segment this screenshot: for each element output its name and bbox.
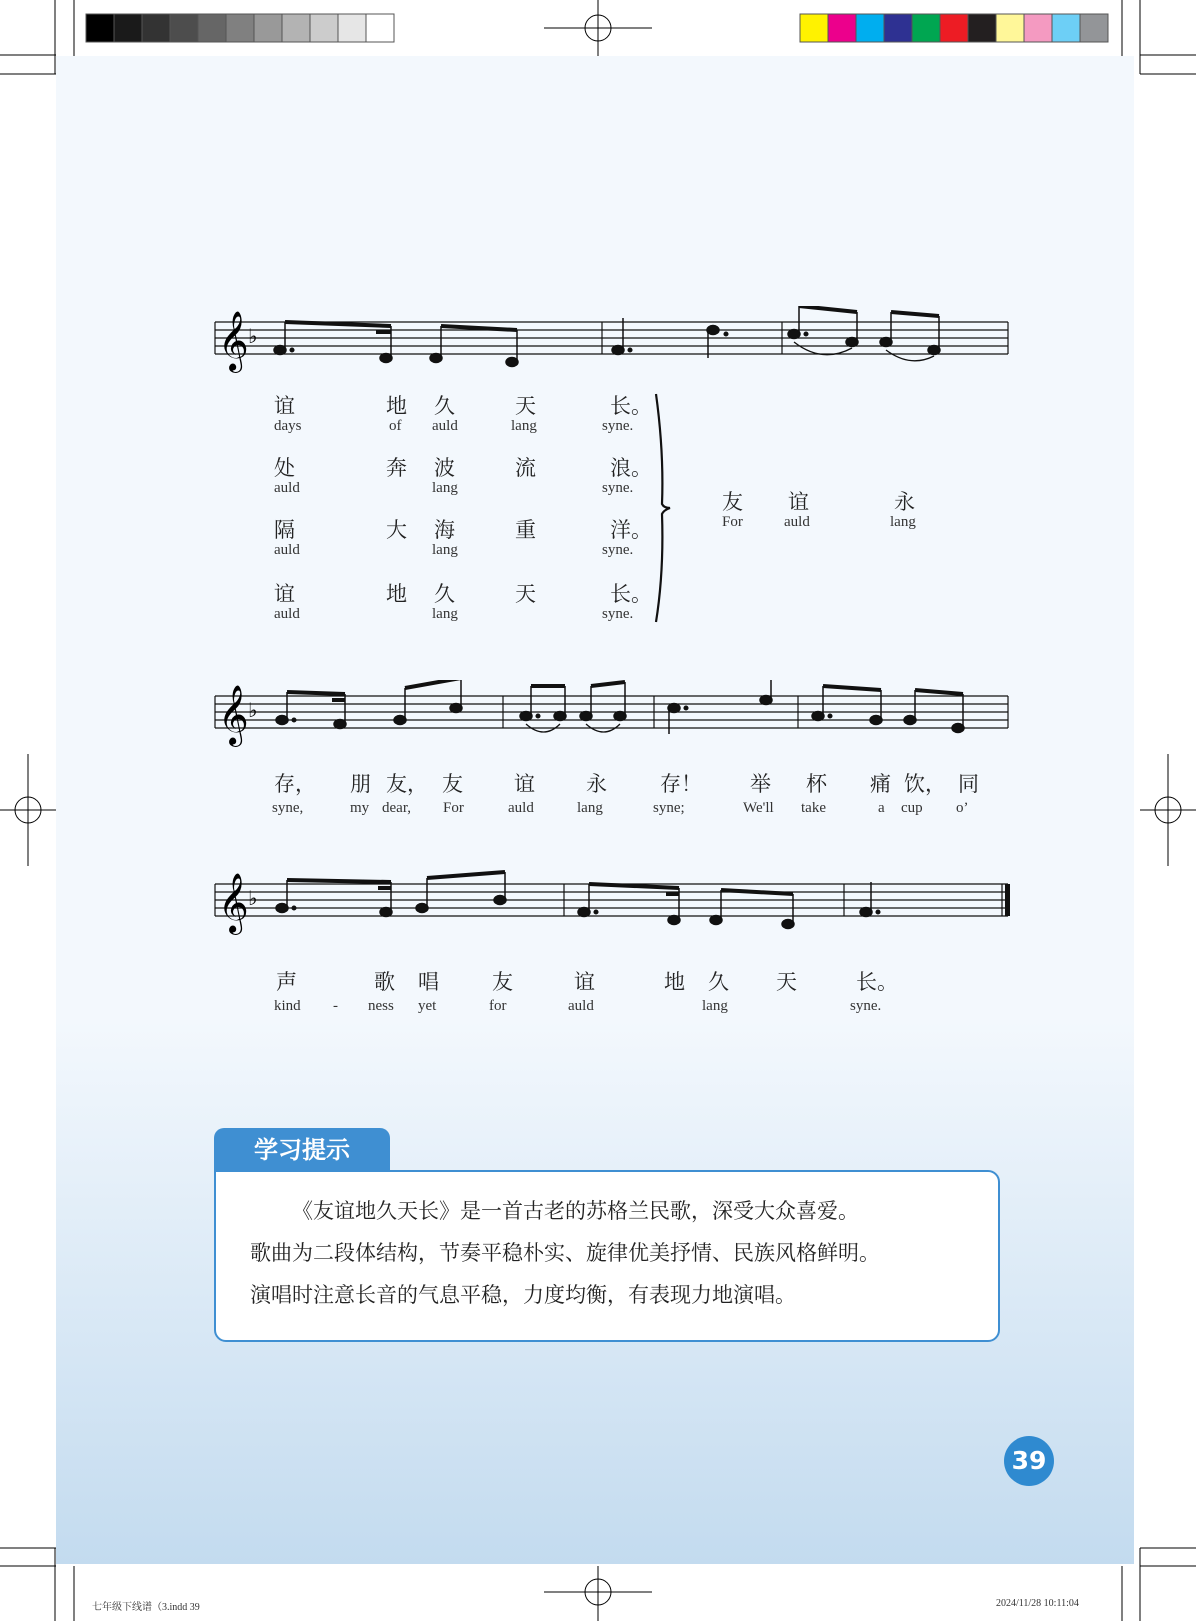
lyric-cn: 友 (442, 772, 463, 796)
color-swatch (940, 14, 968, 42)
lyric-en: lang (432, 480, 458, 496)
flat-key-signature: ♭ (248, 886, 258, 910)
color-swatch (1052, 14, 1080, 42)
lyric-en: auld (508, 800, 534, 816)
lyric-cn: 长。 (856, 970, 898, 994)
color-swatch (142, 14, 170, 42)
color-swatch (338, 14, 366, 42)
lyric-en: ness (368, 998, 394, 1014)
lyric-cn: 隔 (274, 518, 295, 542)
lyric-cn: 同 (958, 772, 979, 796)
lyric-en: syne. (602, 418, 634, 434)
treble-clef: 𝄞 (218, 685, 249, 745)
color-swatch (310, 14, 338, 42)
lyric-cn: 谊 (274, 582, 295, 606)
color-swatch (254, 14, 282, 42)
lyric-en: of (389, 418, 402, 434)
lyric-en: lang (511, 418, 537, 434)
staff-system-3 (210, 868, 1010, 948)
lyric-en: dear, (382, 800, 411, 816)
lyric-cn: 声 (276, 970, 297, 994)
color-swatch (828, 14, 856, 42)
lyric-en: lang (432, 606, 458, 622)
lyric-cn: 天 (515, 394, 536, 418)
color-swatch (114, 14, 142, 42)
lyric-en: syne. (850, 998, 882, 1014)
lyric-en: take (801, 800, 826, 816)
lyric-cn: 永 (586, 772, 607, 796)
page-number: 39 (1004, 1436, 1054, 1486)
lyric-cn: 长。 (610, 394, 652, 418)
lyric-en: yet (418, 998, 437, 1014)
lyric-en: auld (784, 514, 810, 530)
lyric-cn: 谊 (788, 490, 809, 514)
tips-line-2: 歌曲为二段体结构，节奏平稳朴实、旋律优美抒情、民族风格鲜明。 (250, 1241, 880, 1265)
color-swatch (996, 14, 1024, 42)
lyric-en: syne, (272, 800, 304, 816)
staff-system-1 (210, 306, 1010, 386)
tips-line-3: 演唱时注意长音的气息平稳，力度均衡，有表现力地演唱。 (250, 1283, 796, 1307)
lyric-cn: 友 (492, 970, 513, 994)
lyric-cn: 地 (386, 394, 407, 418)
lyric-en: syne; (653, 800, 685, 816)
treble-clef: 𝄞 (218, 311, 249, 371)
verse-brace (652, 392, 674, 624)
lyric-en: lang (702, 998, 728, 1014)
lyric-cn: 永 (894, 490, 915, 514)
lyric-en: auld (274, 480, 300, 496)
lyric-en: o’ (956, 800, 969, 816)
lyric-cn: 歌 (374, 970, 395, 994)
staff-system-2 (210, 680, 1010, 760)
lyric-cn: 海 (434, 518, 455, 542)
tips-box (214, 1170, 1000, 1342)
lyric-en: auld (274, 542, 300, 558)
lyric-en: For (722, 514, 743, 530)
lyric-cn: 杯 (806, 772, 827, 796)
color-swatch (856, 14, 884, 42)
lyric-en: lang (577, 800, 603, 816)
lyric-en: kind (274, 998, 301, 1014)
lyric-cn: 地 (664, 970, 685, 994)
flat-key-signature: ♭ (248, 698, 258, 722)
lyric-cn: 流 (515, 456, 536, 480)
color-swatch (884, 14, 912, 42)
lyric-en: cup (901, 800, 923, 816)
lyric-cn: 唱 (418, 970, 439, 994)
lyric-cn: 朋 (350, 772, 371, 796)
color-swatch (800, 14, 828, 42)
color-swatch (968, 14, 996, 42)
lyric-cn: 地 (386, 582, 407, 606)
lyric-en: syne. (602, 542, 634, 558)
lyric-cn: 久 (708, 970, 729, 994)
lyric-en: auld (274, 606, 300, 622)
lyric-en: lang (432, 542, 458, 558)
lyric-cn: 波 (434, 456, 455, 480)
lyric-cn: 存！ (660, 772, 702, 796)
lyric-cn: 谊 (514, 772, 535, 796)
lyric-cn: 洋。 (610, 518, 652, 542)
lyric-cn: 久 (434, 582, 455, 606)
footer-file-name: 七年级下线谱（3.indd 39 (92, 1602, 200, 1613)
treble-clef: 𝄞 (218, 873, 249, 933)
lyric-cn: 大 (386, 518, 407, 542)
lyric-en: syne. (602, 606, 634, 622)
lyric-en: for (489, 998, 507, 1014)
lyric-cn: 举 (750, 772, 771, 796)
lyric-cn: 久 (434, 394, 455, 418)
color-swatch (366, 14, 394, 42)
lyric-en: auld (568, 998, 594, 1014)
color-swatch (912, 14, 940, 42)
lyric-cn: 长。 (610, 582, 652, 606)
color-swatch (282, 14, 310, 42)
flat-key-signature: ♭ (248, 324, 258, 348)
lyric-cn: 饮， (904, 772, 946, 796)
notes-system-2 (276, 680, 964, 734)
footer-timestamp: 2024/11/28 10:11:04 (996, 1598, 1079, 1609)
color-swatch (170, 14, 198, 42)
lyric-cn: 存， (274, 772, 316, 796)
lyric-en: auld (432, 418, 458, 434)
lyric-cn: 天 (776, 970, 797, 994)
notes-system-1 (274, 306, 940, 367)
lyric-en: syne. (602, 480, 634, 496)
lyric-cn: 友， (386, 772, 428, 796)
lyric-en: For (443, 800, 464, 816)
lyric-cn: 天 (515, 582, 536, 606)
lyric-cn: 谊 (574, 970, 595, 994)
lyric-cn: 奔 (386, 456, 407, 480)
tips-line-1: 《友谊地久天长》是一首古老的苏格兰民歌，深受大众喜爱。 (292, 1199, 859, 1223)
tips-title: 学习提示 (214, 1128, 390, 1172)
lyric-cn: 重 (515, 518, 536, 542)
color-swatch (198, 14, 226, 42)
lyric-en: We'll (743, 800, 774, 816)
lyric-en: lang (890, 514, 916, 530)
lyric-cn: 谊 (274, 394, 295, 418)
color-swatch (1080, 14, 1108, 42)
lyric-en: a (878, 800, 885, 816)
lyric-en: - (333, 998, 338, 1014)
lyric-cn: 处 (274, 456, 295, 480)
lyric-en: days (274, 418, 302, 434)
lyric-cn: 友 (722, 490, 743, 514)
lyric-en: my (350, 800, 370, 816)
lyric-cn: 浪。 (610, 456, 652, 480)
color-swatch (226, 14, 254, 42)
lyric-cn: 痛 (870, 772, 891, 796)
color-swatch (86, 14, 114, 42)
color-swatch (1024, 14, 1052, 42)
